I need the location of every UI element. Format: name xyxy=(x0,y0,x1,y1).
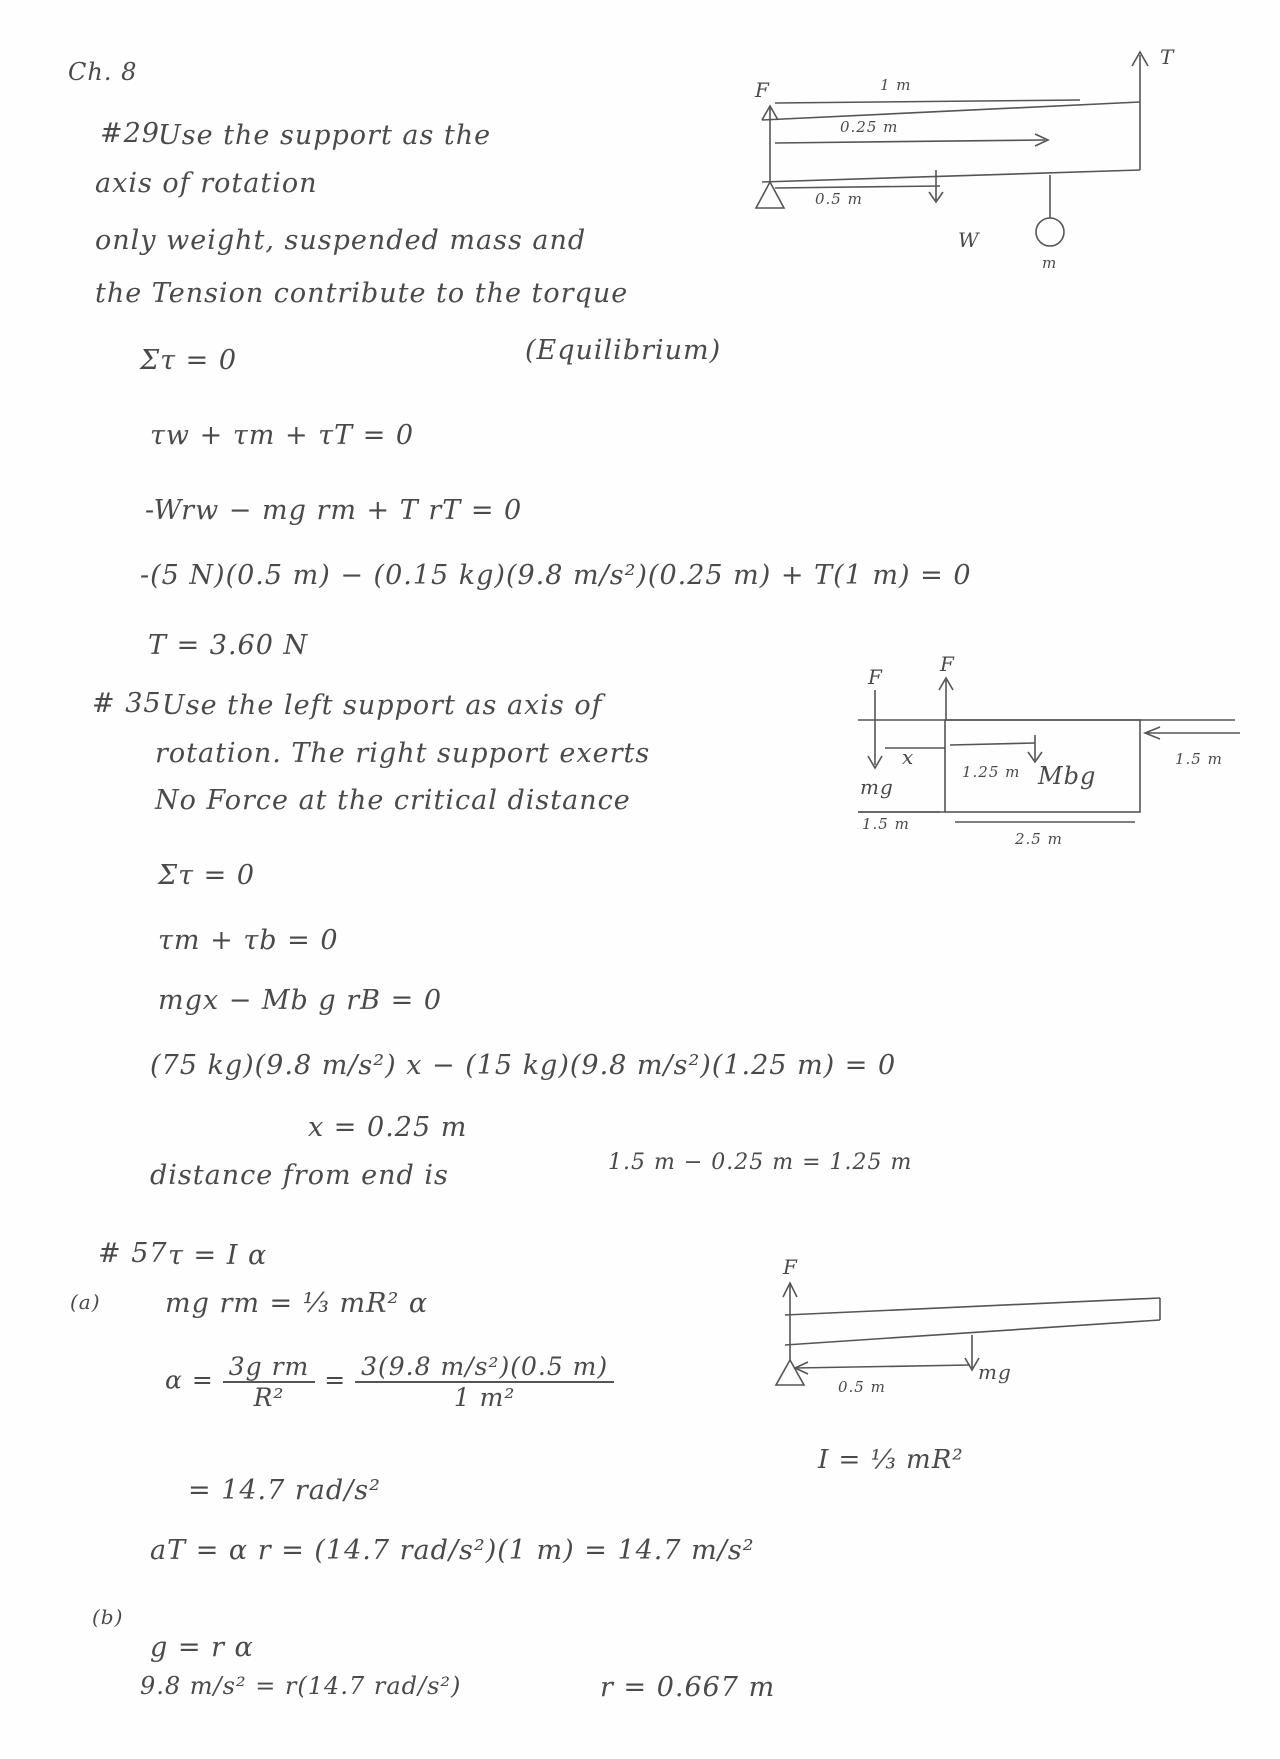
problem-57-result-b: r = 0.667 m xyxy=(600,1672,776,1703)
p29-label-1m: 1 m xyxy=(880,76,912,94)
problem-29-number: #29 xyxy=(100,118,160,149)
problem-29-line-1: Use the support as the xyxy=(158,120,492,151)
problem-35-eq2: mgx − Mb g rB = 0 xyxy=(158,985,442,1016)
problem-57-at: aT = α r = (14.7 rad/s²)(1 m) = 14.7 m/s² xyxy=(150,1535,755,1566)
p29-label-05m: 0.5 m xyxy=(815,190,863,208)
p29-label-F: F xyxy=(755,78,770,102)
p29-label-025m: 0.25 m xyxy=(840,118,899,136)
problem-29-note: (Equilibrium) xyxy=(525,335,722,366)
alpha-lhs: α = xyxy=(165,1365,214,1395)
p35-label-F-right: F xyxy=(940,652,955,676)
p35-label-x: x xyxy=(902,745,915,769)
problem-57-part-a: (a) xyxy=(70,1290,101,1314)
alpha-denominator-2: 1 m² xyxy=(453,1383,516,1412)
p29-label-W: W xyxy=(958,228,980,252)
chapter-label: Ch. 8 xyxy=(68,58,138,86)
problem-35-number: # 35 xyxy=(92,688,162,719)
problem-35-distance-text: distance from end is xyxy=(150,1160,449,1191)
problem-29-result: T = 3.60 N xyxy=(148,630,309,661)
problem-57-part-b: (b) xyxy=(92,1605,124,1629)
problem-57-eq-b2: 9.8 m/s² = r(14.7 rad/s²) xyxy=(140,1672,462,1700)
alpha-numerator-1: 3g rm xyxy=(223,1352,316,1383)
problem-35-sum: Στ = 0 xyxy=(158,860,255,891)
problem-29-line-4: the Tension contribute to the torque xyxy=(95,278,629,309)
p35-label-125m: 1.25 m xyxy=(962,763,1021,781)
p57-label-F: F xyxy=(783,1255,798,1279)
p29-label-m: m xyxy=(1042,254,1058,272)
problem-57-eq0: τ = I α xyxy=(168,1240,268,1271)
problem-29-eq1: τw + τm + τT = 0 xyxy=(150,420,415,451)
problem-35-line-2: rotation. The right support exerts xyxy=(155,738,651,769)
problem-29-sum: Στ = 0 xyxy=(140,345,237,376)
p35-label-F-left: F xyxy=(868,665,883,689)
problem-29-line-3: only weight, suspended mass and xyxy=(95,225,587,256)
p35-label-Mbg: Mbg xyxy=(1038,762,1097,790)
p29-label-T: T xyxy=(1160,45,1175,69)
p35-label-15m-left: 1.5 m xyxy=(862,815,910,833)
alpha-equals: = xyxy=(324,1365,347,1395)
problem-35-line-3: No Force at the critical distance xyxy=(155,785,631,816)
p35-label-mg: mg xyxy=(860,775,894,799)
p35-label-25m: 2.5 m xyxy=(1015,830,1063,848)
p57-label-05m: 0.5 m xyxy=(838,1378,886,1396)
problem-29-eq3: -(5 N)(0.5 m) − (0.15 kg)(9.8 m/s²)(0.25 m) + T(1 m) = 0 xyxy=(140,560,972,591)
problem-29-eq2: -Wrw − mg rm + T rT = 0 xyxy=(145,495,523,526)
p57-dim-05m xyxy=(795,1365,970,1368)
alpha-denominator-1: R² xyxy=(253,1383,285,1412)
problem-57-eq-b1: g = r α xyxy=(150,1632,254,1663)
problem-29-line-2: axis of rotation xyxy=(95,168,318,199)
p57-pivot-triangle xyxy=(776,1360,804,1385)
problem-57-number: # 57 xyxy=(98,1238,168,1269)
alpha-numerator-2: 3(9.8 m/s²)(0.5 m) xyxy=(355,1352,614,1383)
problem-35-line-1: Use the left support as axis of xyxy=(162,690,603,721)
p35-label-15m-right: 1.5 m xyxy=(1175,750,1223,768)
problem-35-eq1: τm + τb = 0 xyxy=(158,925,339,956)
problem-35-eq3: (75 kg)(9.8 m/s²) x − (15 kg)(9.8 m/s²)(1.25 m) = 0 xyxy=(150,1050,897,1081)
p57-rod-top xyxy=(785,1298,1160,1315)
problem-35-result: x = 0.25 m xyxy=(308,1112,468,1143)
p57-label-mg: mg xyxy=(978,1360,1012,1384)
problem-35-distance-calc: 1.5 m − 0.25 m = 1.25 m xyxy=(608,1150,913,1175)
p57-label-inertia: I = ⅓ mR² xyxy=(818,1445,964,1475)
problem-57-eq1: mg rm = ⅓ mR² α xyxy=(165,1288,429,1319)
problem-57-alpha-result: = 14.7 rad/s² xyxy=(188,1475,381,1506)
